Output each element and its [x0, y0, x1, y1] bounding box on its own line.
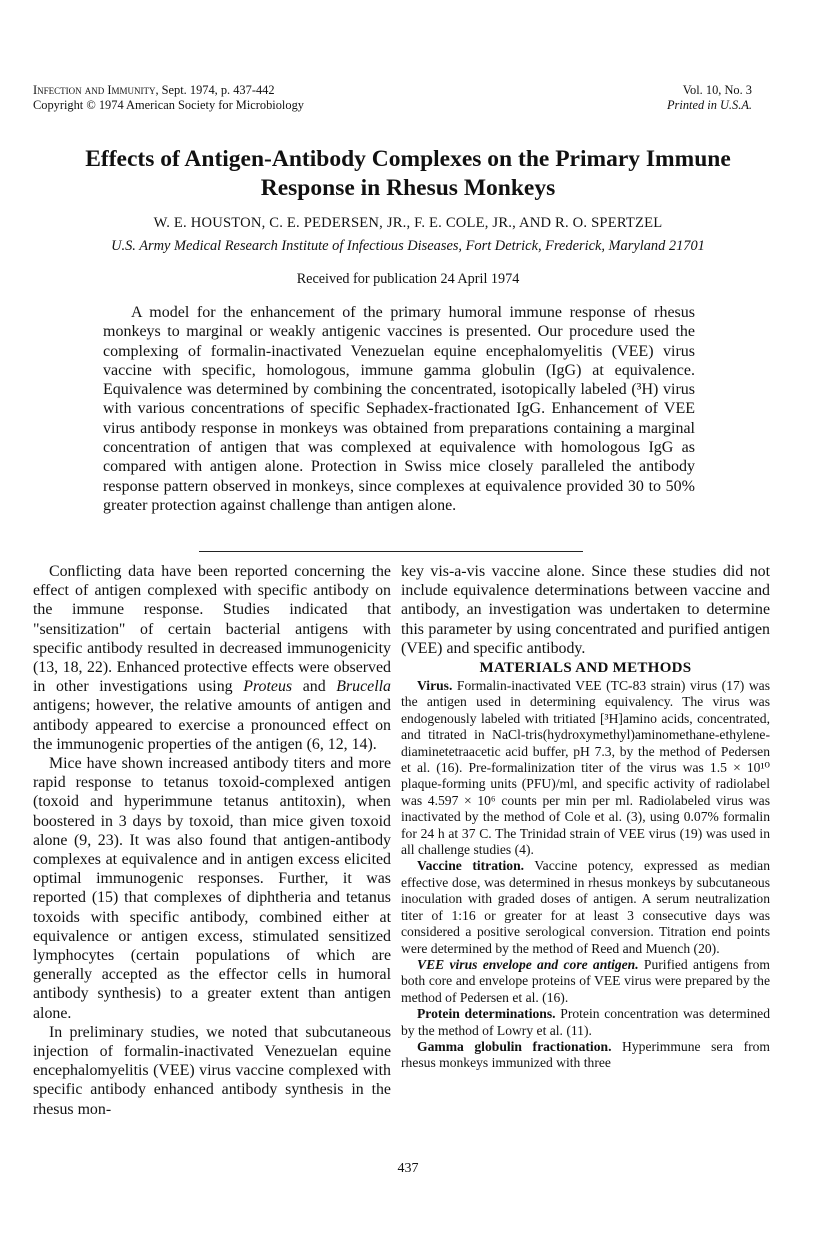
volume: Vol. 10, No. 3: [682, 83, 752, 97]
gamma-text: Hyperimmune sera from rhesus monkeys immunized with three: [401, 1038, 771, 1071]
article-title: Effects of Antigen-Antibody Complexes on the Primary Immune Response in Rhesus Monkeys: [85, 146, 731, 201]
envelope-text: Purified antigens from both core and envelope proteins of VEE virus were prepared by the method of Pedersen et al. (16).: [401, 956, 771, 1005]
methods-text: [401, 678, 770, 1072]
methods-protein: [401, 1006, 770, 1039]
envelope-heading: VEE virus envelope and core antigen.: [417, 956, 639, 972]
gamma-heading: Gamma globulin fractionation.: [417, 1038, 612, 1054]
protein-heading: Protein determinations.: [417, 1006, 556, 1022]
header-left: [33, 83, 304, 113]
brucella-term: Brucella: [336, 678, 391, 696]
intro-paragraph-3: In preliminary studies, we noted that subcutaneous injection of formalin-inactivated Venezuelan equine encephalomyelitis (VEE) virus vaccine complexed with specific antibody enhanced antibody synthesis in the rhesus mon-: [33, 1023, 391, 1118]
authors: W. E. HOUSTON, C. E. PEDERSEN, JR., F. E. COLE, JR., AND R. O. SPERTZEL: [153, 215, 663, 231]
page-number: 437: [397, 1161, 419, 1176]
received-date: Received for publication 24 April 1974: [296, 271, 520, 287]
section-divider: [199, 551, 583, 552]
titration-text: Vaccine potency, expressed as median effective dose, was determined in rhesus monkeys by subcutaneous inoculation with graded doses of antigen. A serum neutralization titer of 1:16 or greater for at least 3 consecutive days was considered a positive serological conversion. Titration end points were determined by the method of Reed and Muench (20).: [401, 858, 770, 956]
affiliation: U.S. Army Medical Research Institute of Infectious Diseases, Fort Detrick, Frederick, Maryland 21701: [111, 238, 705, 254]
intro-p1-and: and: [292, 678, 337, 696]
methods-titration: [401, 858, 770, 956]
header-right: [667, 83, 752, 113]
methods-envelope: [401, 957, 770, 1006]
intro-paragraph-2: Mice have shown increased antibody titers and more rapid response to tetanus toxoid-complexed antigen (toxoid and hyperimmune tetanus antitoxin), when boostered in 3 days by toxoid, than mice given toxoid alone (9, 23). It was also found that antigen-antibody complexes at equivalence and in antigen excess elicited optimal immunogenic responses. Further, it was reported (15) that complexes of diphtheria and tetanus toxoids with specific antibody, combined either at equivalence or antigen excess, stimulated sensitized lymphocytes (certain populations of which are generally accepted as the effector cells in humoral antibody synthesis) to a greater extent than antigen alone.: [33, 755, 391, 1022]
section-heading-methods: MATERIALS AND METHODS: [479, 660, 692, 677]
printed-in: Printed in U.S.A.: [666, 98, 752, 112]
virus-text: Formalin-inactivated VEE (TC-83 strain) virus (17) was the antigen used in determining equivalency. The virus was endogenously labeled with tritiated [³H]amino acids, concentrated, and titrated in NaCl-tris(hydroxymethyl)aminomethane-ethylene-diaminetetraacetic acid buffer, pH 7.3, by the method of Pedersen et al. (16). Pre-formalinization titer of the virus was 1.5 × 10¹⁰ plaque-forming units (PFU)/ml, and specific activity of radiolabel was 4.597 × 10⁶ counts per min per ml. Radiolabeled virus was inactivated by the method of Cole et al. (3), using 0.07% formalin for 24 h at 37 C. The Trinidad strain of VEE virus (19) was used in all challenge studies (4).: [401, 678, 770, 858]
abstract: A model for the enhancement of the primary humoral immune response of rhesus monkeys to marginal or weakly antigenic vaccines is presented. Our procedure used the complexing of formalin-inactivated Venezuelan equine encephalomyelitis (VEE) virus vaccine with specific, homologous, immune gamma globulin (IgG) at equivalence. Equivalence was determined by combining the concentrated, isotopically labeled (³H) virus with various concentrations of specific Sephadex-fractionated IgG. Enhancement of VEE virus antibody response in monkeys was obtained from preparations containing a marginal concentration of antigen that was complexed at equivalence with homologous IgG as compared with antigen alone. Protection in Swiss mice closely paralleled the antibody response pattern observed in monkeys, since complexes at equivalence provided 30 to 50% greater protection against challenge than antigen alone.: [103, 304, 695, 514]
intro-p1-text-end: antigens; however, the relative amounts of antigen and antibody appeared to exercise a pronounced effect on the immunogenic properties of the antigen (6, 12, 14).: [33, 697, 391, 753]
running-header: [33, 83, 752, 113]
intro-paragraph-1: [33, 562, 391, 754]
left-column: [33, 562, 391, 1119]
protein-text: Protein concentration was determined by the method of Lowry et al. (11).: [401, 1006, 771, 1038]
virus-heading: Virus.: [417, 678, 453, 694]
proteus-term: Proteus: [243, 678, 293, 696]
journal-citation: [33, 83, 304, 98]
right-column: [401, 562, 770, 1072]
copyright: Copyright © 1974 American Society for Microbiology: [33, 98, 304, 112]
methods-virus: [401, 678, 770, 858]
intro-p1-text: Conflicting data have been reported concerning the effect of antigen complexed with specific antibody on the immune response. Studies indicated that "sensitization" of certain bacterial antigens with specific antibody resulted in decreased immunogenicity (13, 18, 22). Enhanced protective effects were observed in other investigations using: [33, 563, 391, 696]
methods-gamma: [401, 1039, 770, 1072]
journal-name: Infection and Immunity: [33, 83, 156, 97]
intro-continuation: key vis-a-vis vaccine alone. Since these studies did not include equivalence determinations between vaccine and antibody, an investigation was undertaken to determine this parameter by using concentrated and purified antigen (VEE) and specific antibody.: [401, 563, 770, 657]
titration-heading: Vaccine titration.: [417, 858, 525, 874]
citation: , Sept. 1974, p. 437-442: [155, 83, 275, 97]
